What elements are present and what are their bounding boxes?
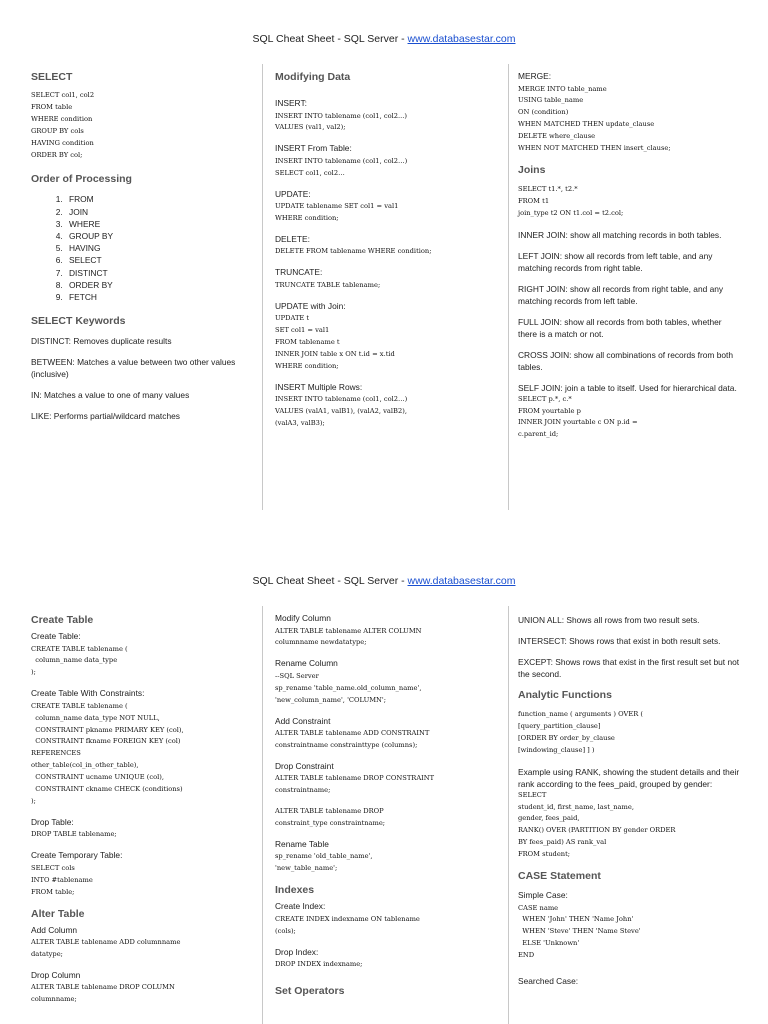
example-code: SELECT student_id, first_name, last_name, gender, fees_paid, RANK() OVER (PARTITION BY gender ORDER BY fees_paid) AS rank_val FROM student;: [518, 790, 676, 859]
insert-multi-code: INSERT INTO tablename (col1, col2…) VALUES (valA1, valB1), (valA2, valB2), (valA3, valB3);: [275, 395, 408, 428]
add-constraint-label: Add Constraint: [275, 715, 331, 726]
temp-table-label: Create Temporary Table:: [31, 850, 123, 861]
column-divider: [508, 64, 509, 510]
create-table-heading: Create Table: [31, 614, 94, 626]
keywords-heading: SELECT Keywords: [31, 315, 126, 328]
p1-column-1: [31, 71, 253, 431]
rename-column-code: --SQL Server sp_rename 'table_name.old_column_name', 'new_column_name', 'COLUMN';: [275, 671, 422, 704]
left-join-text: LEFT JOIN: show all records from left table, and any matching records from right table.: [518, 250, 713, 273]
page-header-1: [0, 33, 768, 45]
insert-multi-label: INSERT Multiple Rows:: [275, 381, 363, 392]
merge-label: MERGE:: [518, 71, 552, 81]
drop-table-label: Drop Table:: [31, 816, 74, 827]
joins-heading: Joins: [518, 163, 546, 176]
insert-code: INSERT INTO tablename (col1, col2...) VALUES (val1, val2);: [275, 111, 407, 132]
simple-case-label: Simple Case:: [518, 890, 568, 901]
list-item: 7. DISTINCT: [65, 267, 253, 279]
insert-from-label: INSERT From Table:: [275, 143, 352, 154]
p2-column-1: [31, 614, 256, 1015]
p2-column-2: [275, 613, 503, 1005]
rename-column-label: Rename Column: [275, 658, 338, 669]
page-header-2: [0, 575, 768, 587]
cross-join-text: CROSS JOIN: show all combinations of records from both tables.: [518, 349, 734, 372]
add-column-code: ALTER TABLE tablename ADD columnname datatype;: [31, 938, 181, 958]
order-list: [31, 193, 253, 303]
merge-code: MERGE INTO table_name USING table_name ON (condition) WHEN MATCHED THEN update_clause DELETE where_clause WHEN NOT MATCHED THEN insert_clause;: [518, 84, 671, 153]
truncate-label: TRUNCATE:: [275, 267, 323, 278]
set-operators-heading: Set Operators: [275, 985, 345, 997]
drop-column-label: Drop Column: [31, 969, 81, 980]
kw-in: IN: Matches a value to one of many values: [31, 390, 190, 401]
modifying-heading: Modifying Data: [275, 71, 351, 83]
kw-like: LIKE: Performs partial/wildcard matches: [31, 411, 180, 422]
list-item: 8. ORDER BY: [65, 279, 253, 291]
update-join-label: UPDATE with Join:: [275, 300, 346, 311]
p1-column-2: [275, 71, 503, 439]
insert-label: INSERT:: [275, 98, 307, 108]
drop-column-code: ALTER TABLE tablename DROP COLUMN columnname;: [31, 983, 175, 1004]
insert-from-code: INSERT INTO tablename (col1, col2…) SELECT col1, col2…: [275, 156, 408, 177]
delete-label: DELETE:: [275, 233, 310, 244]
update-join-code: UPDATE t SET col1 = val1 FROM tablename t INNER JOIN table x ON t.id = x.tid WHERE condition;: [275, 314, 395, 370]
update-label: UPDATE:: [275, 188, 311, 199]
header-title: SQL Cheat Sheet - SQL Server -: [252, 575, 408, 587]
list-item: 6. SELECT: [65, 254, 253, 266]
list-item: 9. FETCH: [65, 291, 253, 303]
alter-table-heading: Alter Table: [31, 907, 85, 920]
joins-code: SELECT t1.*, t2.* FROM t1 join_type t2 ON t1.col = t2.col;: [518, 184, 624, 217]
delete-code: DELETE FROM tablename WHERE condition;: [275, 247, 432, 256]
list-item: 3. WHERE: [65, 218, 253, 230]
column-divider: [262, 606, 263, 1024]
p2-column-3: [518, 614, 740, 989]
add-constraint-code: ALTER TABLE tablename ADD CONSTRAINT constraintname constrainttype (columns);: [275, 729, 430, 749]
drop-index-code: DROP INDEX indexname;: [275, 960, 363, 969]
p1-column-3: [518, 71, 740, 450]
self-join-code: SELECT p.*, c.* FROM yourtable p INNER JOIN yourtable c ON p.id = c.parent_id;: [518, 394, 638, 439]
create-table-code: CREATE TABLE tablename ( column_name data_type );: [31, 644, 128, 677]
example-text: Example using RANK, showing the student details and their rank according to the fees_paid, grouped by gender:: [518, 766, 740, 789]
header-link[interactable]: www.databasestar.com: [407, 575, 516, 587]
create-index-code: CREATE INDEX indexname ON tablename (cols);: [275, 914, 420, 935]
header-link[interactable]: www.databasestar.com: [407, 33, 516, 45]
select-heading: SELECT: [31, 71, 73, 83]
union-all-text: UNION ALL: Shows all rows from two result sets.: [518, 615, 700, 625]
temp-table-code: SELECT cols INTO #tablename FROM table;: [31, 863, 93, 896]
select-code: SELECT col1, col2 FROM table WHERE condition GROUP BY cols HAVING condition ORDER BY col;: [31, 91, 95, 159]
truncate-code: TRUNCATE TABLE tablename;: [275, 280, 381, 289]
self-join-text: SELF JOIN: join a table to itself. Used for hierarchical data.: [518, 382, 737, 393]
searched-case-label: Searched Case:: [518, 976, 579, 987]
kw-between: BETWEEN: Matches a value between two other values (inclusive): [31, 357, 236, 380]
inner-join-text: INNER JOIN: show all matching records in both tables.: [518, 229, 722, 240]
list-item: 4. GROUP BY: [65, 230, 253, 242]
update-code: UPDATE tablename SET col1 = val1 WHERE condition;: [275, 202, 399, 223]
list-item: 1. FROM: [65, 193, 253, 205]
constraints-code: CREATE TABLE tablename ( column_name data_type NOT NULL, CONSTRAINT pkname PRIMARY KEY (col), CONSTRAINT fkname FOREIGN KEY (col) REFERENCES other_table(col_in_other_table), CONSTRAINT ucname UNIQUE (col), CONSTRAINT ckname CHECK (conditions) );: [31, 701, 184, 805]
right-join-text: RIGHT JOIN: show all records from right table, and any matching records from left table.: [518, 283, 724, 306]
rename-table-label: Rename Table: [275, 838, 329, 849]
case-heading: CASE Statement: [518, 870, 601, 883]
except-text: EXCEPT: Shows rows that exist in the first result set but not the second.: [518, 657, 740, 679]
rename-table-code: sp_rename 'old_table_name', 'new_table_name';: [275, 852, 373, 873]
constraints-label: Create Table With Constraints:: [31, 688, 145, 699]
indexes-heading: Indexes: [275, 884, 315, 897]
kw-distinct: DISTINCT: Removes duplicate results: [31, 336, 172, 347]
add-column-label: Add Column: [31, 924, 78, 935]
column-divider: [262, 64, 263, 510]
create-table-label: Create Table:: [31, 631, 81, 641]
drop-constraint-code-2: ALTER TABLE tablename DROP constraint_type constraintname;: [275, 807, 386, 828]
drop-constraint-code: ALTER TABLE tablename DROP CONSTRAINT constraintname;: [275, 774, 435, 795]
header-title: SQL Cheat Sheet - SQL Server -: [252, 33, 408, 45]
drop-constraint-label: Drop Constraint: [275, 760, 334, 771]
drop-table-code: DROP TABLE tablename;: [31, 830, 117, 839]
create-index-label: Create Index:: [275, 901, 326, 912]
order-heading: Order of Processing: [31, 173, 132, 186]
intersect-text: INTERSECT: Shows rows that exist in both result sets.: [518, 636, 721, 646]
column-divider: [508, 606, 509, 1024]
simple-case-code: CASE name WHEN 'John' THEN 'Name John' WHEN 'Steve' THEN 'Name Steve' ELSE 'Unknown' END: [518, 903, 641, 960]
modify-column-label: Modify Column: [275, 613, 331, 623]
drop-index-label: Drop Index:: [275, 946, 319, 957]
list-item: 2. JOIN: [65, 206, 253, 218]
analytic-code: function_name ( arguments ) OVER ( [query_partition_clause] [ORDER BY order_by_clause [windowing_clause] ] ): [518, 710, 643, 754]
analytic-heading: Analytic Functions: [518, 689, 612, 701]
list-item: 5. HAVING: [65, 242, 253, 254]
full-join-text: FULL JOIN: show all records from both tables, whether there is a match or not.: [518, 316, 722, 339]
modify-column-code: ALTER TABLE tablename ALTER COLUMN columnname newdatatype;: [275, 626, 422, 647]
